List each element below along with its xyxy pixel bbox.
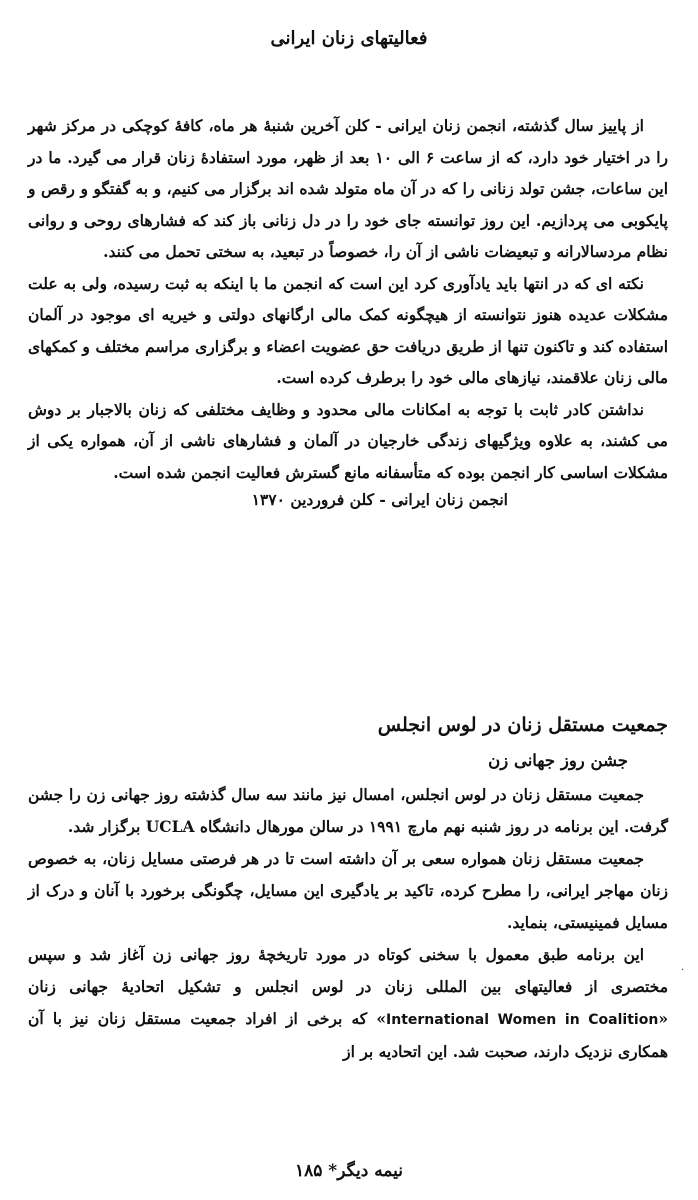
- paragraph-la-3-end: » که برخی از افراد جمعیت مستقل زنان نیز با آن همکاری نزدیک دارند، صحبت شد. این اتحادیه بر از: [28, 1009, 668, 1061]
- paragraph-la-2: جمعیت مستقل زنان همواره سعی بر آن داشته است تا در هر فرصتی مسایل زنان، به خصوص زنان مهاجر ایرانی، را مطرح کرده، تاکید بر یادگیری این مسایل، چگونگی برخورد با آنان و درک از مسایل فمینیستی، بنماید.: [28, 849, 668, 932]
- paragraph-1: از پاییز سال گذشته، انجمن زنان ایرانی - کلن آخرین شنبهٔ هر ماه، کافهٔ کوچکی در مرکز شهر را در اختیار خود دارد، که از ساعت ۶ الی ۱۰ بعد از ظهر، مورد استفادهٔ زنان قرار می گیرد. ما در این ساعات، جشن تولد زنانی را که در آن ماه متولد شده اند برگزار می کنیم، و به گفتگو و رقص و پایکوبی می پردازیم. این روز توانسته جای خود را در دل زنانی باز کند که فشارهای روحی و روانی نظام مردسالارانه و تبعیضات ناشی از آن را، خصوصاً در تبعید، به سختی تحمل می کنند.: [28, 116, 668, 261]
- margin-mark: ·: [681, 965, 685, 976]
- paragraph-3: نداشتن کادر ثابت با توجه به امکانات مالی محدود و وظایف مختلفی که زنان بالاجبار بر دوش می کشند، به علاوه ویژگیهای زندگی خارجیان در آلمان و فشارهای ناشی از آن، همواره یکی از مشکلات اساسی کار انجمن بوده که متأسفانه مانع گسترش فعالیت انجمن شده است.: [28, 399, 668, 482]
- coalition-name: International Women in Coalition: [386, 1012, 659, 1028]
- paragraph-2: نکته ای که در انتها باید یادآوری کرد این است که انجمن ما با اینکه به ثبت رسیده، ولی به علت مشکلات عدیده هنوز نتوانسته از هیچگونه کمک مالی ارگانهای دولتی و خیریه ای موجود در آلمان استفاده کند و تاکنون تنها از طریق دریافت حق عضویت اعضاء و برگزاری مراسم مختلف و کمکهای مالی زنان علاقمند، نیازهای مالی خود را برطرف کرده است.: [28, 273, 668, 387]
- section-iranian-women-cologne: [28, 110, 668, 509]
- section-la-women: [28, 707, 668, 1068]
- paragraph-la-3: این برنامه طبق معمول با سخنی کوتاه در مورد تاریخچهٔ روز جهانی زن آغاز شد و سپس مختصری از فعالیتهای بین المللی زنان در لوس انجلس و تشکیل اتحادیهٔ جهانی زنان «International Women in Coalition» که برخی از افراد جمعیت مستقل زنان نیز با آن همکاری نزدیک دارند، صحبت شد. این اتحادیه بر از: [28, 945, 668, 1061]
- paragraph-la-3-start: این برنامه طبق معمول با سخنی کوتاه در مورد تاریخچهٔ روز جهانی زن آغاز شد و سپس مختصری از فعالیتهای بین المللی زنان در لوس انجلس و تشکیل اتحادیهٔ جهانی زنان: [28, 945, 668, 996]
- page-title: فعالیتهای زنان ایرانی: [270, 28, 428, 49]
- section-heading: جمعیت مستقل زنان در لوس انجلس: [377, 714, 668, 736]
- signature-line: انجمن زنان ایرانی - کلن فروردین ۱۳۷۰: [251, 490, 508, 509]
- page-footer: نیمه دیگر* ۱۸۵: [294, 1161, 403, 1181]
- paragraph-la-1: جمعیت مستقل زنان در لوس انجلس، امسال نیز مانند سه سال گذشته روز جهانی زن را جشن گرفت. این برنامه در روز شنبه نهم مارچ ۱۹۹۱ در سالن مورهال دانشگاه UCLA برگزار شد.: [28, 785, 668, 836]
- section-subheading: جشن روز جهانی زن: [488, 751, 628, 770]
